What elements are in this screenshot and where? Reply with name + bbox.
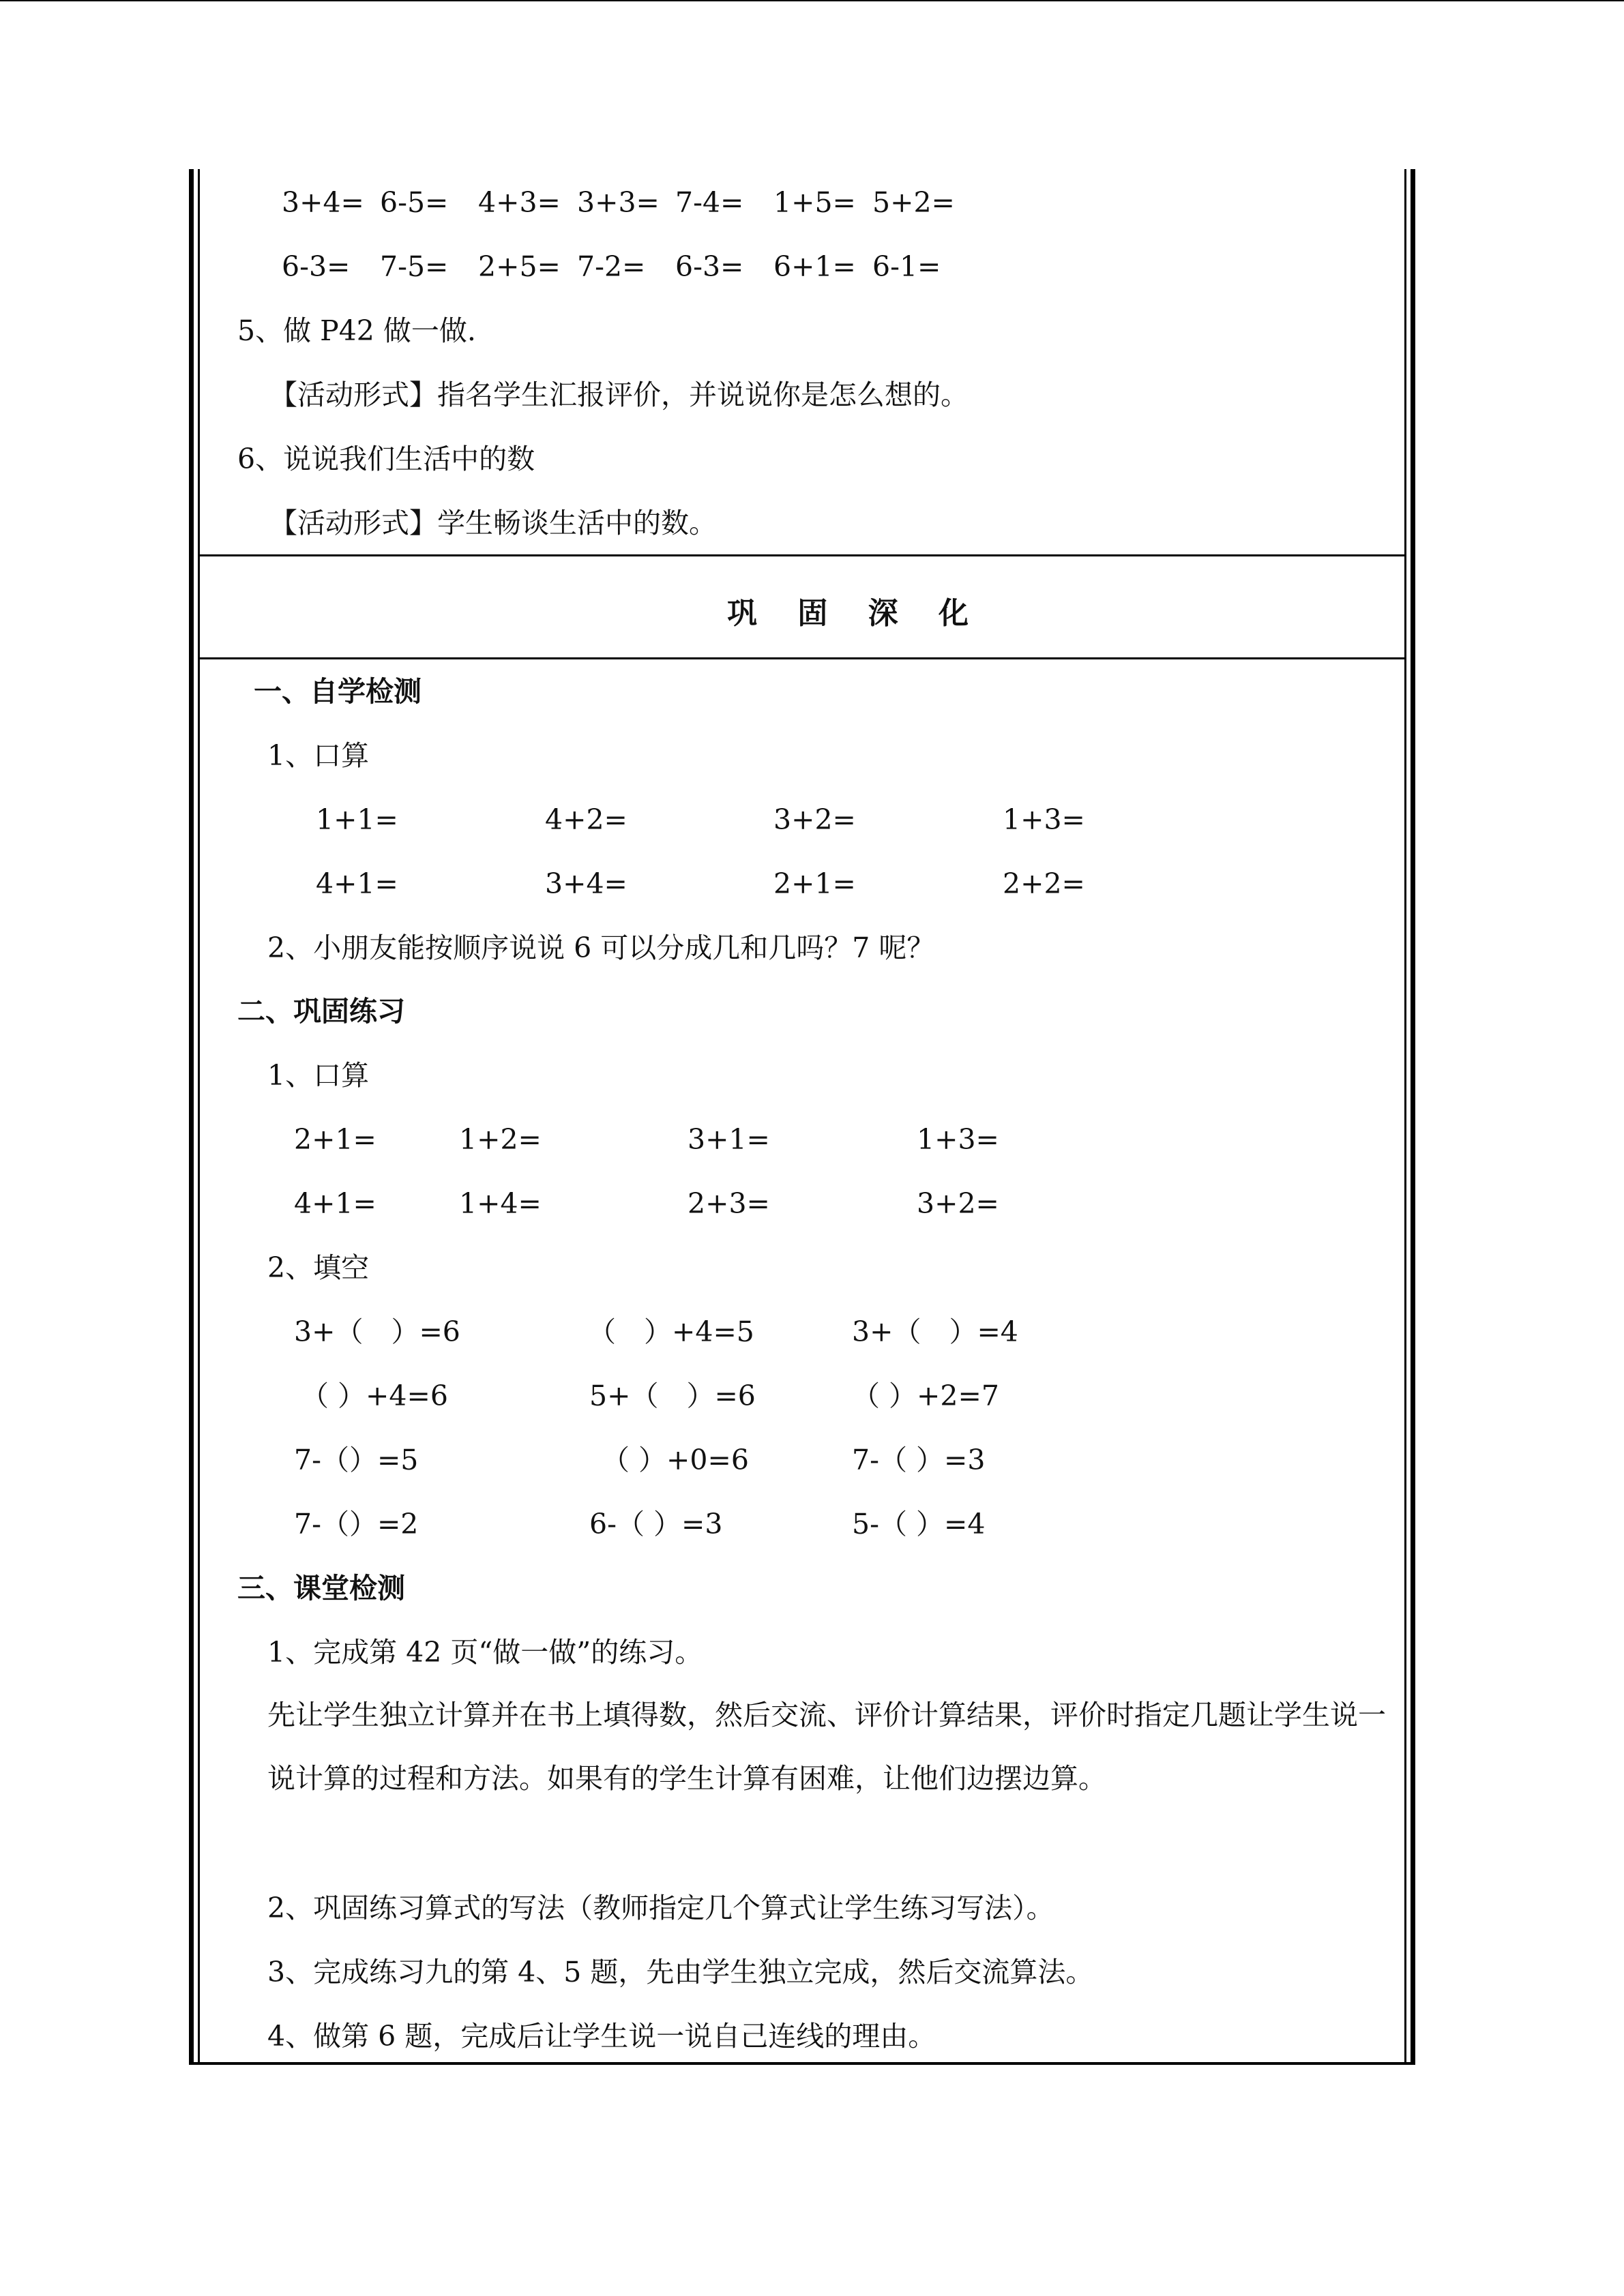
fill-r2-c2: 5+（ ）=6: [589, 1380, 756, 1412]
fill-r3-c1: 7-（）=5: [294, 1444, 419, 1476]
sec1-r1-c5: 7-4=: [675, 186, 744, 219]
section-divider-bottom: [200, 657, 1404, 659]
sec1-r2-c3: 2+5=: [478, 250, 561, 283]
fill-r3-c3: 7-（ ）=3: [852, 1444, 986, 1476]
part1-r2-c3: 2+1=: [773, 867, 856, 900]
part2-r1-c3: 3+1=: [688, 1123, 770, 1156]
part3-heading: 三、课堂检测: [237, 1572, 405, 1605]
sec1-r1-c7: 5+2=: [872, 186, 955, 219]
sec1-r2-c6: 6+1=: [773, 250, 856, 283]
section-title: 巩 固 深 化: [727, 596, 984, 631]
fill-r1-c2: （ ）+4=5: [588, 1315, 754, 1348]
fill-r4-c3: 5-（ ）=4: [852, 1508, 986, 1540]
table-right-border: [1411, 169, 1415, 2065]
part2-r1-c1: 2+1=: [294, 1123, 377, 1156]
table-bottom-border: [189, 2062, 1415, 2065]
part2-heading: 二、巩固练习: [237, 995, 405, 1028]
sec1-r1-c3: 4+3=: [478, 186, 561, 219]
table-right-inner-border: [1404, 169, 1406, 2065]
fill-r3-c2: （ ）+0=6: [602, 1444, 749, 1476]
fill-r2-c1: （ ）+4=6: [301, 1380, 448, 1412]
page-top-border: [0, 0, 1624, 1]
fill-r1-c3: 3+（ ）=4: [852, 1315, 1018, 1348]
sec1-r2-c1: 6-3=: [282, 250, 351, 283]
sec1-r2-c5: 6-3=: [675, 250, 744, 283]
part3-line2: 2、巩固练习算式的写法（教师指定几个算式让学生练习写法）。: [267, 1892, 1054, 1924]
fill-r1-c1: 3+（ ）=6: [294, 1315, 460, 1348]
sec1-r2-c7: 6-1=: [872, 250, 941, 283]
sec1-r1-c6: 1+5=: [773, 186, 856, 219]
sec1-r1-c2: 6-5=: [380, 186, 449, 219]
part2-r2-c1: 4+1=: [294, 1187, 377, 1220]
table-left-inner-border: [198, 169, 200, 2065]
part3-line3: 3、完成练习九的第 4、5 题，先由学生独立完成，然后交流算法。: [267, 1956, 1094, 1988]
part2-r2-c4: 3+2=: [917, 1187, 999, 1220]
part1-heading: 一、自学检测: [254, 675, 422, 708]
part1-r2-c1: 4+1=: [316, 867, 398, 900]
sec1-r2-c2: 7-5=: [380, 250, 449, 283]
fill-r4-c2: 6-（ ）=3: [589, 1508, 723, 1540]
part2-q2: 2、填空: [267, 1251, 370, 1284]
part1-r1-c4: 1+3=: [1003, 803, 1085, 836]
part2-r1-c2: 1+2=: [459, 1123, 542, 1156]
part2-r2-c2: 1+4=: [459, 1187, 542, 1220]
part1-r2-c4: 2+2=: [1003, 867, 1085, 900]
table-left-border: [189, 169, 194, 2065]
part3-line4: 4、做第 6 题，完成后让学生说一说自己连线的理由。: [267, 2020, 936, 2053]
part1-q1: 1、口算: [267, 739, 370, 772]
part1-r1-c2: 4+2=: [545, 803, 628, 836]
section-divider-top: [200, 554, 1404, 556]
sec1-r1-c1: 3+4=: [282, 186, 364, 219]
sec1-item5: 5、做 P42 做一做.: [237, 314, 476, 347]
part3-paragraph: 先让学生独立计算并在书上填得数，然后交流、评价计算结果，评价时指定几题让学生说一说计算的过程和方法。如果有的学生计算有困难，让他们边摆边算。: [267, 1699, 1386, 1795]
part1-r2-c2: 3+4=: [545, 867, 628, 900]
sec1-item6: 6、说说我们生活中的数: [237, 443, 535, 475]
fill-r2-c3: （ ）+2=7: [852, 1380, 999, 1412]
fill-r4-c1: 7-（）=2: [294, 1508, 419, 1540]
part2-r1-c4: 1+3=: [917, 1123, 999, 1156]
part2-q1: 1、口算: [267, 1059, 370, 1092]
sec1-activity6: 【活动形式】学生畅谈生活中的数。: [269, 507, 717, 539]
part2-r2-c3: 2+3=: [688, 1187, 770, 1220]
part1-q2: 2、小朋友能按顺序说说 6 可以分成几和几吗？7 呢？: [267, 931, 935, 964]
sec1-r1-c4: 3+3=: [577, 186, 660, 219]
part3-line1: 1、完成第 42 页“做一做”的练习。: [267, 1636, 703, 1669]
part1-r1-c3: 3+2=: [773, 803, 856, 836]
sec1-r2-c4: 7-2=: [577, 250, 646, 283]
part1-r1-c1: 1+1=: [316, 803, 398, 836]
sec1-activity5: 【活动形式】指名学生汇报评价，并说说你是怎么想的。: [269, 378, 969, 411]
